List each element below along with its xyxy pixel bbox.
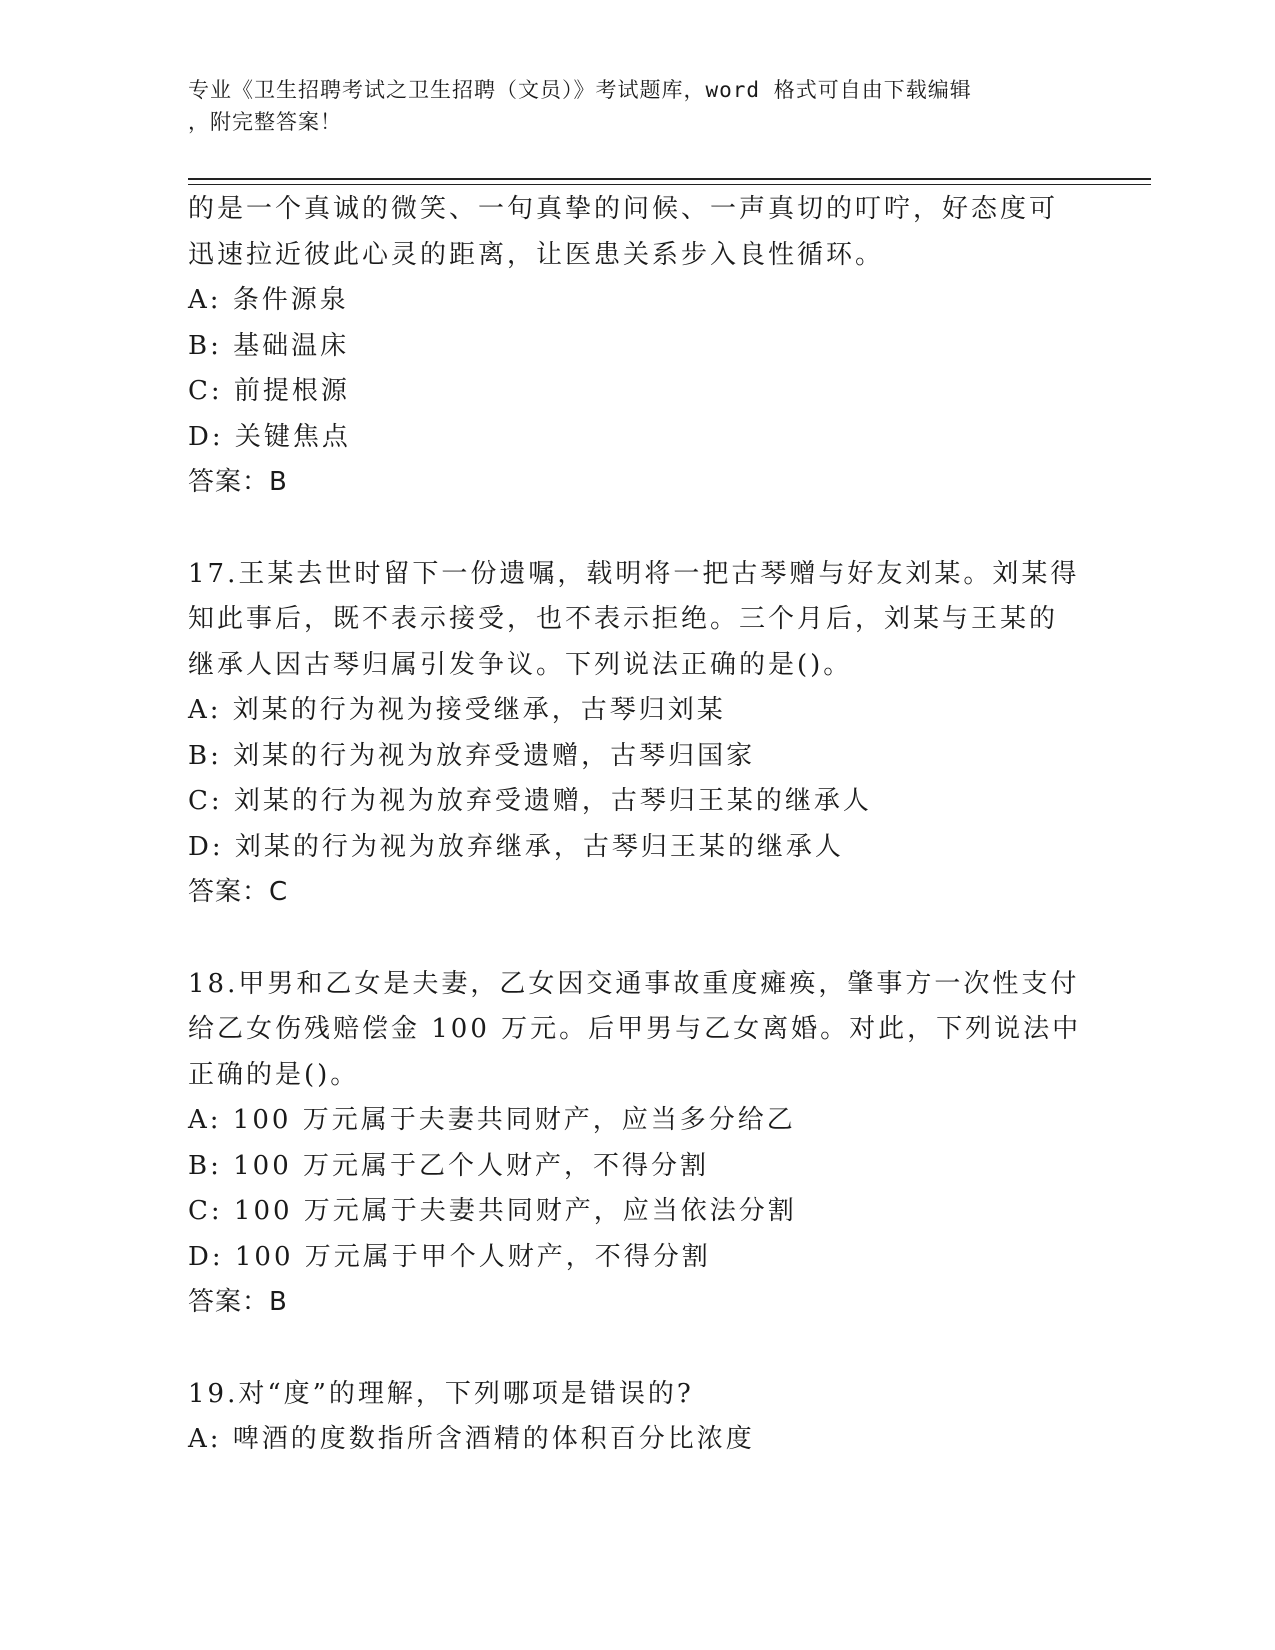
question-text-line: 17.王某去世时留下一份遗嘱，载明将一把古琴赠与好友刘某。刘某得	[188, 558, 1080, 589]
option-b: B: 刘某的行为视为放弃受遗赠，古琴归国家	[188, 740, 756, 771]
header-line-2: ，附完整答案！	[188, 110, 342, 134]
header-divider-thick	[188, 178, 1151, 180]
spacer	[188, 916, 1088, 962]
option-b: B: 基础温床	[188, 330, 350, 361]
option-a: A: 刘某的行为视为接受继承，古琴归刘某	[188, 695, 726, 725]
option-d: D: 关键焦点	[188, 421, 351, 452]
question-19	[188, 1372, 1088, 1463]
question-18	[188, 962, 1088, 1326]
header-line-1: 专业《卫生招聘考试之卫生招聘（文员）》考试题库，word 格式可自由下载编辑	[188, 78, 972, 102]
option-d: D: 100 万元属于甲个人财产，不得分割	[188, 1241, 711, 1272]
answer-line: 答案：C	[188, 877, 289, 907]
answer-line: 答案：B	[188, 1287, 288, 1317]
question-text-line: 迅速拉近彼此心灵的距离，让医患关系步入良性循环。	[188, 239, 885, 270]
spacer	[188, 1326, 1088, 1372]
option-a: A: 啤酒的度数指所含酒精的体积百分比浓度	[188, 1424, 755, 1454]
question-text-line: 给乙女伤残赔偿金 100 万元。后甲男与乙女离婚。对此，下列说法中	[188, 1014, 1082, 1044]
document-header	[188, 74, 1088, 138]
question-text-line: 18.甲男和乙女是夫妻，乙女因交通事故重度瘫痪，肇事方一次性支付	[188, 968, 1080, 999]
option-a: A: 100 万元属于夫妻共同财产，应当多分给乙	[188, 1105, 796, 1135]
spacer	[188, 506, 1088, 552]
option-d: D: 刘某的行为视为放弃继承，古琴归王某的继承人	[188, 831, 844, 862]
option-a: A: 条件源泉	[188, 285, 349, 315]
question-text-line: 19.对“度”的理解，下列哪项是错误的?	[188, 1378, 694, 1409]
option-c: C: 刘某的行为视为放弃受遗赠，古琴归王某的继承人	[188, 786, 872, 816]
question-text-line: 的是一个真诚的微笑、一句真挚的问候、一声真切的叮咛，好态度可	[188, 194, 1059, 224]
option-c: C: 100 万元属于夫妻共同财产，应当依法分割	[188, 1196, 797, 1226]
question-text-line: 正确的是()。	[188, 1059, 360, 1090]
question-16-continuation	[188, 187, 1088, 506]
question-list	[188, 187, 1088, 1463]
question-text-line: 知此事后，既不表示接受，也不表示拒绝。三个月后，刘某与王某的	[188, 604, 1059, 634]
question-17	[188, 552, 1088, 916]
option-c: C: 前提根源	[188, 376, 350, 406]
answer-line: 答案：B	[188, 467, 288, 497]
header-divider-thin	[188, 184, 1151, 185]
option-b: B: 100 万元属于乙个人财产，不得分割	[188, 1150, 710, 1181]
question-text-line: 继承人因古琴归属引发争议。下列说法正确的是()。	[188, 649, 853, 680]
